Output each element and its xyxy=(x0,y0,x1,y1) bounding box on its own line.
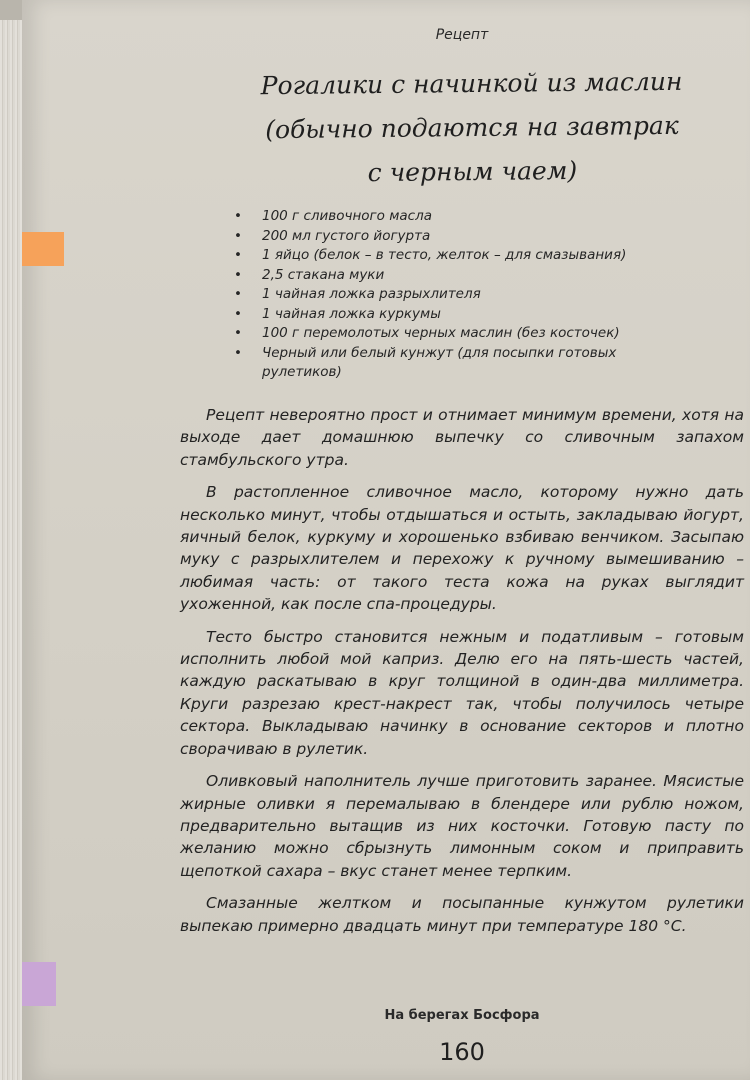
ingredient-text: 2,5 стакана муки xyxy=(262,266,385,283)
body-paragraph: В растопленное сливочное масло, которому нужно дать несколько минут, чтобы отдышаться и остыть, закладываю йогурт, яичный белок, куркуму и хорошенько взбиваю венчиком. Засыпаю муку с разрыхлителем и перехожу к ручному вымешиванию – любимая часть: от такого теста кожа на руках выглядит ухоженной, как после спа-процедуры. xyxy=(180,483,744,614)
page-number: 160 xyxy=(439,1038,485,1066)
bullet-icon: • xyxy=(234,286,242,302)
ingredient-text: 100 г перемолотых черных маслин (без косточек) xyxy=(262,325,620,341)
bullet-icon: • xyxy=(234,247,242,263)
ingredient-text: 1 яйцо (белок – в тесто, желток – для смазывания) xyxy=(262,247,627,263)
ingredient-item xyxy=(234,207,654,227)
bullet-icon: • xyxy=(234,208,242,224)
body-paragraph: Рецепт невероятно прост и отнимает минимум времени, хотя на выходе дает домашнюю выпечку со сливочным запахом стамбульского утра. xyxy=(180,406,744,469)
book-page xyxy=(22,0,750,1080)
ingredient-text: Черный или белый кунжут (для посыпки готовых рулетиков) xyxy=(262,344,617,380)
orange-bookmark-tab xyxy=(22,232,64,266)
ingredient-list xyxy=(234,207,654,383)
ingredient-item xyxy=(234,227,654,247)
ingredient-text: 1 чайная ложка куркумы xyxy=(262,305,441,322)
body-paragraph: Тесто быстро становится нежным и податливым – готовым исполнить любой мой каприз. Делю его на пять-шесть частей, каждую раскатываю в круг толщиной в один-два миллиметра. Круги разрезаю крест-накрест так, чтобы получилось четыре сектора. Выкладываю начинку в основание секторов и плотно сворачиваю в рулетик. xyxy=(180,627,744,758)
bullet-icon: • xyxy=(234,344,242,361)
ingredient-item xyxy=(234,344,654,383)
bullet-icon: • xyxy=(234,325,242,341)
bullet-icon: • xyxy=(234,266,242,283)
ingredient-item xyxy=(234,266,654,286)
body-paragraph: Смазанные желтком и посыпанные кунжутом рулетики выпекаю примерно двадцать минут при температуре 180 °C. xyxy=(180,894,744,935)
ingredient-item xyxy=(234,324,654,344)
title-line: с черным чаем) xyxy=(367,155,578,188)
section-header: Рецепт xyxy=(435,27,489,43)
bullet-icon: • xyxy=(234,227,242,244)
recipe-title xyxy=(241,60,702,197)
recipe-body xyxy=(180,404,744,947)
ingredient-text: 1 чайная ложка разрыхлителя xyxy=(262,286,481,302)
title-line: Рогалики с начинкой из маслин xyxy=(260,66,683,101)
purple-bookmark-tab xyxy=(22,962,56,1006)
body-paragraph: Оливковый наполнитель лучше приготовить заранее. Мясистые жирные оливки я перемалываю в блендере или рублю ножом, предварительно вытащив из них косточки. Готовую пасту по желанию можно сбрызнуть лимонным соком и приправить щепоткой сахара – вкус станет менее терпким. xyxy=(180,772,744,880)
ingredient-text: 200 мл густого йогурта xyxy=(262,227,431,244)
bullet-icon: • xyxy=(234,305,242,322)
ingredient-text: 100 г сливочного масла xyxy=(262,208,432,224)
ingredient-item xyxy=(234,285,654,305)
ingredient-item xyxy=(234,246,654,266)
ingredient-item xyxy=(234,305,654,325)
book-title-footer: На берегах Босфора xyxy=(384,1008,540,1023)
title-line: (обычно подаются на завтрак xyxy=(265,110,679,145)
